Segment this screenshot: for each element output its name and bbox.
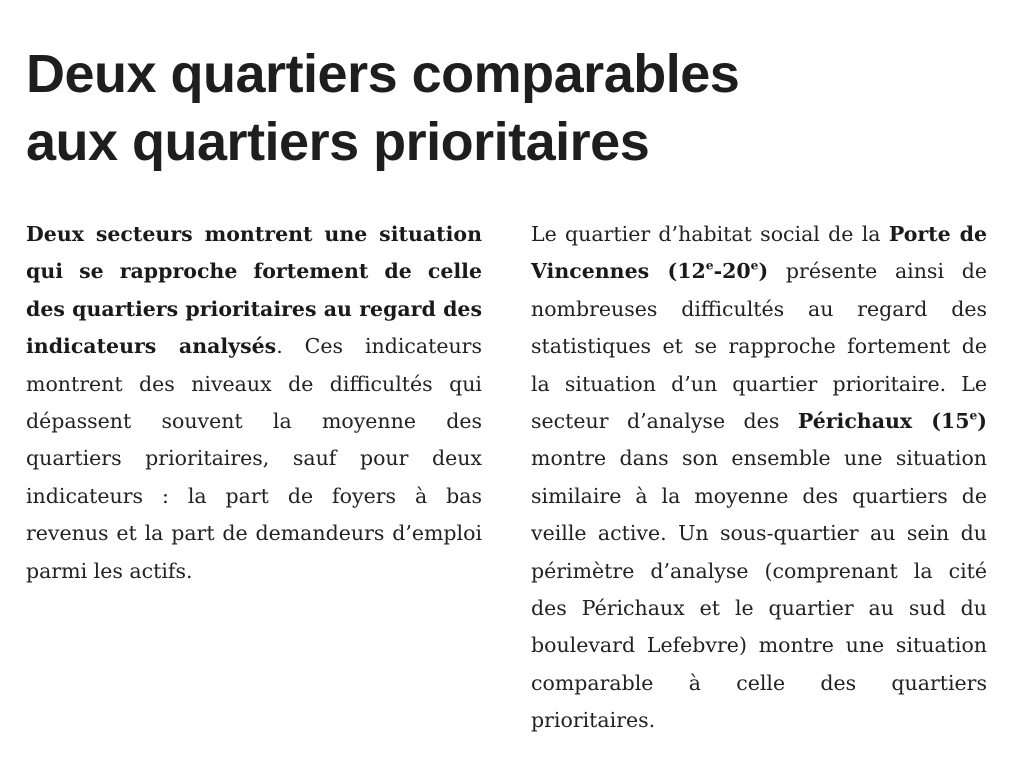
- page-title: [26, 40, 986, 176]
- perichaux-label: [798, 409, 987, 433]
- arrondissement-dash-20: -20: [713, 259, 751, 284]
- superscript-e-2: e: [750, 257, 759, 273]
- left-body-text: . Ces indicateurs montrent des niveaux de difficultés qui dépassent souvent la moyenne des quartiers prioritaires, sauf pour deux indicateurs : la part de foyers à bas revenus et la part de demandeurs d’emploi parmi les actifs.: [26, 334, 482, 583]
- p2-intro-text: Le secteur d’analyse des: [531, 371, 987, 434]
- lead-bold-text: Deux secteurs montrent une situation qui se rapproche fortement de celle des quartiers prioritaires au regard des indicateurs analysés: [26, 222, 482, 359]
- title-line-2: aux quartiers prioritaires: [26, 112, 650, 172]
- superscript-e-1: e: [705, 257, 714, 273]
- arrondissement-close-1: ): [758, 259, 769, 284]
- perichaux-name: Périchaux: [797, 409, 913, 434]
- right-column-paragraph: [531, 216, 987, 740]
- p2-rest-text: montre dans son ensemble une situation similaire à la moyenne des quartiers de veille active. Un sous-quartier au sein du périmètre d’analyse (comprenant la cité des Périchaux et le quartier au sud du boulevard Lefebvre) montre une situation comparable à celle des quartiers prioritaires.: [531, 446, 987, 733]
- porte-de-vincennes-name: Porte de Vincennes: [531, 222, 987, 284]
- superscript-e-3: e: [969, 407, 978, 423]
- p1-rest-text: présente ainsi de nombreuses difficultés au regard des statistiques et se rapproche fortement de la situation d’un quartier prioritaire.: [531, 259, 988, 396]
- arrondissement-open-2: (15: [912, 409, 970, 434]
- arrondissement-close-2: ): [977, 409, 987, 434]
- left-column-paragraph: [26, 216, 482, 590]
- p1-intro-text: Le quartier d’habitat social de la: [531, 222, 889, 246]
- arrondissement-open-1: (12: [649, 259, 706, 284]
- title-line-1: Deux quartiers comparables: [26, 44, 740, 104]
